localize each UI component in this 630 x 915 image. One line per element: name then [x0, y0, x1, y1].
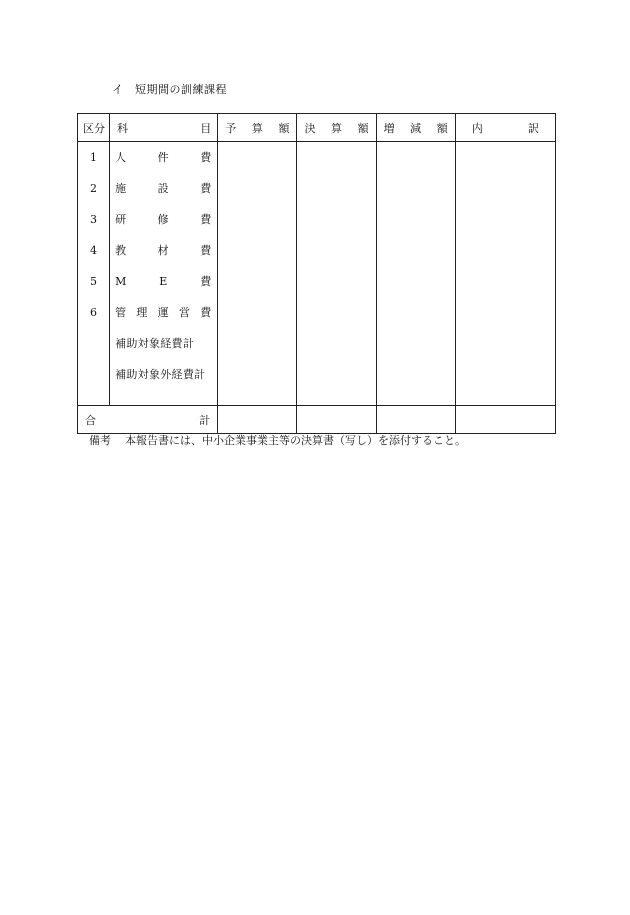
- division-column: [78, 142, 110, 406]
- item-label-non-subsidized-total: 補助対象外経費計: [115, 368, 206, 381]
- total-label-cell: 合 計: [78, 406, 218, 434]
- item-label-materials: 教 材 費: [115, 244, 212, 257]
- row-number: 3: [90, 213, 98, 226]
- row-number: 1: [90, 151, 98, 164]
- header-settlement: 決 算 額: [297, 114, 376, 142]
- item-label-personnel: 人 件 費: [115, 151, 212, 164]
- total-settlement-cell: [297, 406, 376, 434]
- section-heading: イ 短期間の訓練課程: [112, 83, 227, 96]
- breakdown-column: [455, 142, 555, 406]
- header-budget: 予 算 額: [218, 114, 297, 142]
- table-total-row: [78, 406, 556, 434]
- item-label-me: M E 費: [115, 275, 212, 288]
- header-item: 科 目: [110, 114, 218, 142]
- row-number: [78, 368, 109, 399]
- item-label-facilities: 施 設 費: [115, 182, 212, 195]
- settlement-column: [297, 142, 376, 406]
- change-column: [376, 142, 455, 406]
- item-label-subsidized-total: 補助対象経費計: [115, 337, 195, 350]
- total-budget-cell: [218, 406, 297, 434]
- table-body-row: [78, 142, 556, 406]
- header-change: 増 減 額: [376, 114, 455, 142]
- settlement-report-table: [77, 113, 556, 434]
- header-breakdown: 内 訳: [455, 114, 555, 142]
- row-number: 6: [90, 306, 98, 319]
- remarks-text: 本報告書には、中小企業事業主等の決算書（写し）を添付すること。: [125, 434, 466, 447]
- table-header-row: [78, 114, 556, 142]
- item-label-training: 研 修 費: [115, 213, 212, 226]
- row-number: 5: [90, 275, 98, 288]
- row-number: [78, 337, 109, 368]
- total-change-cell: [376, 406, 455, 434]
- budget-column: [218, 142, 297, 406]
- row-number: 4: [90, 244, 98, 257]
- item-column: [110, 142, 218, 406]
- item-label-management: 管 理 運 営 費: [115, 306, 212, 319]
- row-number: 2: [90, 182, 98, 195]
- total-breakdown-cell: [455, 406, 555, 434]
- header-division: 区 分: [78, 114, 110, 142]
- remarks-note: [89, 432, 466, 448]
- remarks-key: 備考: [89, 434, 111, 447]
